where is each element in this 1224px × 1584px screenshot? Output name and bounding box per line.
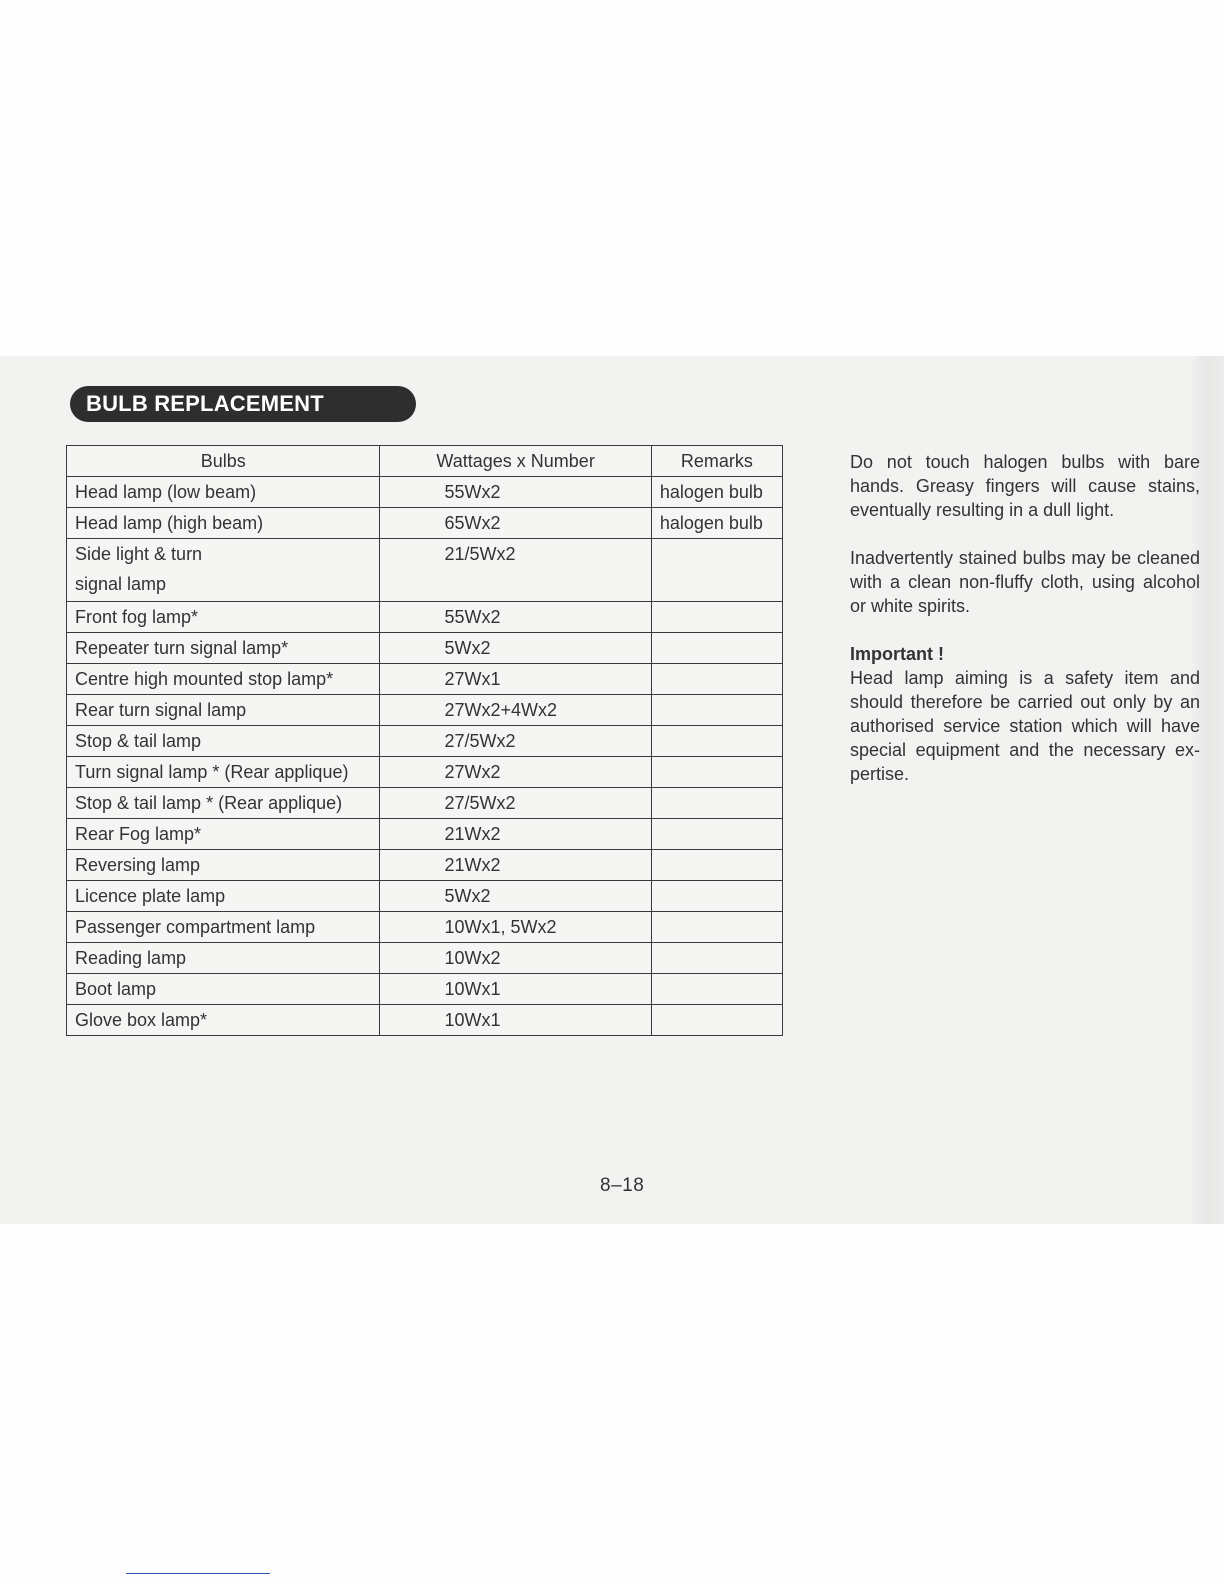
wattage-cell: 65Wx2 <box>380 508 651 539</box>
table-row <box>67 881 783 912</box>
wattage-cell: 5Wx2 <box>380 881 651 912</box>
table-row <box>67 912 783 943</box>
table-header-row <box>67 446 783 477</box>
table-row <box>67 819 783 850</box>
bulb-cell: Stop & tail lamp <box>67 726 380 757</box>
table-row <box>67 726 783 757</box>
bulb-cell: Head lamp (low beam) <box>67 477 380 508</box>
wattage-cell: 27/5Wx2 <box>380 726 651 757</box>
wattage-cell: 10Wx1 <box>380 974 651 1005</box>
table-row <box>67 757 783 788</box>
wattage-cell: 27Wx2+4Wx2 <box>380 695 651 726</box>
header-wattage: Wattages x Number <box>380 446 651 477</box>
header-remarks: Remarks <box>651 446 782 477</box>
bulb-cell: Rear Fog lamp* <box>67 819 380 850</box>
remarks-cell: halogen bulb <box>651 508 782 539</box>
bulb-cell: Repeater turn signal lamp* <box>67 633 380 664</box>
table-row <box>67 850 783 881</box>
notes-column <box>850 450 1200 810</box>
remarks-cell <box>651 881 782 912</box>
wattage-cell: 21Wx2 <box>380 850 651 881</box>
section-title: BULB REPLACEMENT <box>70 386 416 422</box>
remarks-cell <box>651 850 782 881</box>
bulb-cell: Licence plate lamp <box>67 881 380 912</box>
wattage-cell: 55Wx2 <box>380 602 651 633</box>
table-row <box>67 1005 783 1036</box>
table-row <box>67 539 783 602</box>
table-row <box>67 664 783 695</box>
wattage-cell: 10Wx1, 5Wx2 <box>380 912 651 943</box>
bulb-cell: Front fog lamp* <box>67 602 380 633</box>
note-cleaning: Inadvertently stained bulbs may be cleaned with a clean non-fluffy cloth, using alcohol or white spirits. <box>850 548 1200 616</box>
bulb-cell: Reading lamp <box>67 943 380 974</box>
bulb-cell-line: signal lamp <box>75 574 167 594</box>
remarks-cell <box>651 912 782 943</box>
bulb-cell: Glove box lamp* <box>67 1005 380 1036</box>
remarks-cell <box>651 664 782 695</box>
table-row <box>67 477 783 508</box>
bulb-cell: Centre high mounted stop lamp* <box>67 664 380 695</box>
remarks-cell <box>651 539 782 602</box>
table-row <box>67 633 783 664</box>
table-row <box>67 943 783 974</box>
wattage-cell: 5Wx2 <box>380 633 651 664</box>
bulb-cell: Stop & tail lamp * (Rear applique) <box>67 788 380 819</box>
wattage-cell: 55Wx2 <box>380 477 651 508</box>
remarks-cell <box>651 633 782 664</box>
note-halogen-handling: Do not touch halogen bulbs with bare hands. Greasy fingers will cause stains, eventually resulting in a dull light. <box>850 452 1200 520</box>
remarks-cell <box>651 695 782 726</box>
remarks-cell <box>651 974 782 1005</box>
remarks-cell <box>651 819 782 850</box>
bulb-cell-line: Side light & turn <box>75 544 203 564</box>
remarks-cell <box>651 1005 782 1036</box>
wattage-cell: 10Wx1 <box>380 1005 651 1036</box>
wattage-cell: 27/5Wx2 <box>380 788 651 819</box>
bulb-cell: Turn signal lamp * (Rear applique) <box>67 757 380 788</box>
bulb-cell <box>67 539 380 602</box>
important-heading: Important ! <box>850 644 944 664</box>
wattage-cell: 10Wx2 <box>380 943 651 974</box>
wattage-cell: 21Wx2 <box>380 819 651 850</box>
table-row <box>67 602 783 633</box>
table-row <box>67 974 783 1005</box>
wattage-cell: 27Wx1 <box>380 664 651 695</box>
remarks-cell <box>651 602 782 633</box>
table-row <box>67 508 783 539</box>
bulb-cell: Boot lamp <box>67 974 380 1005</box>
bulb-cell: Head lamp (high beam) <box>67 508 380 539</box>
wattage-cell: 21/5Wx2 <box>380 539 651 602</box>
remarks-cell <box>651 757 782 788</box>
bulb-cell: Reversing lamp <box>67 850 380 881</box>
important-text: Head lamp aiming is a safety item and should therefore be carried out only by an authorised service station which will have special equipment and the necessary ex-pertise. <box>850 668 1200 784</box>
remarks-cell <box>651 943 782 974</box>
remarks-cell <box>651 726 782 757</box>
footer-rule <box>126 1573 270 1574</box>
remarks-cell <box>651 788 782 819</box>
header-bulbs: Bulbs <box>67 446 380 477</box>
wattage-cell: 27Wx2 <box>380 757 651 788</box>
bulb-table <box>66 445 783 1036</box>
table-row <box>67 788 783 819</box>
table-row <box>67 695 783 726</box>
remarks-cell: halogen bulb <box>651 477 782 508</box>
bulb-cell: Passenger compartment lamp <box>67 912 380 943</box>
page-number: 8–18 <box>600 1175 645 1196</box>
bulb-cell: Rear turn signal lamp <box>67 695 380 726</box>
